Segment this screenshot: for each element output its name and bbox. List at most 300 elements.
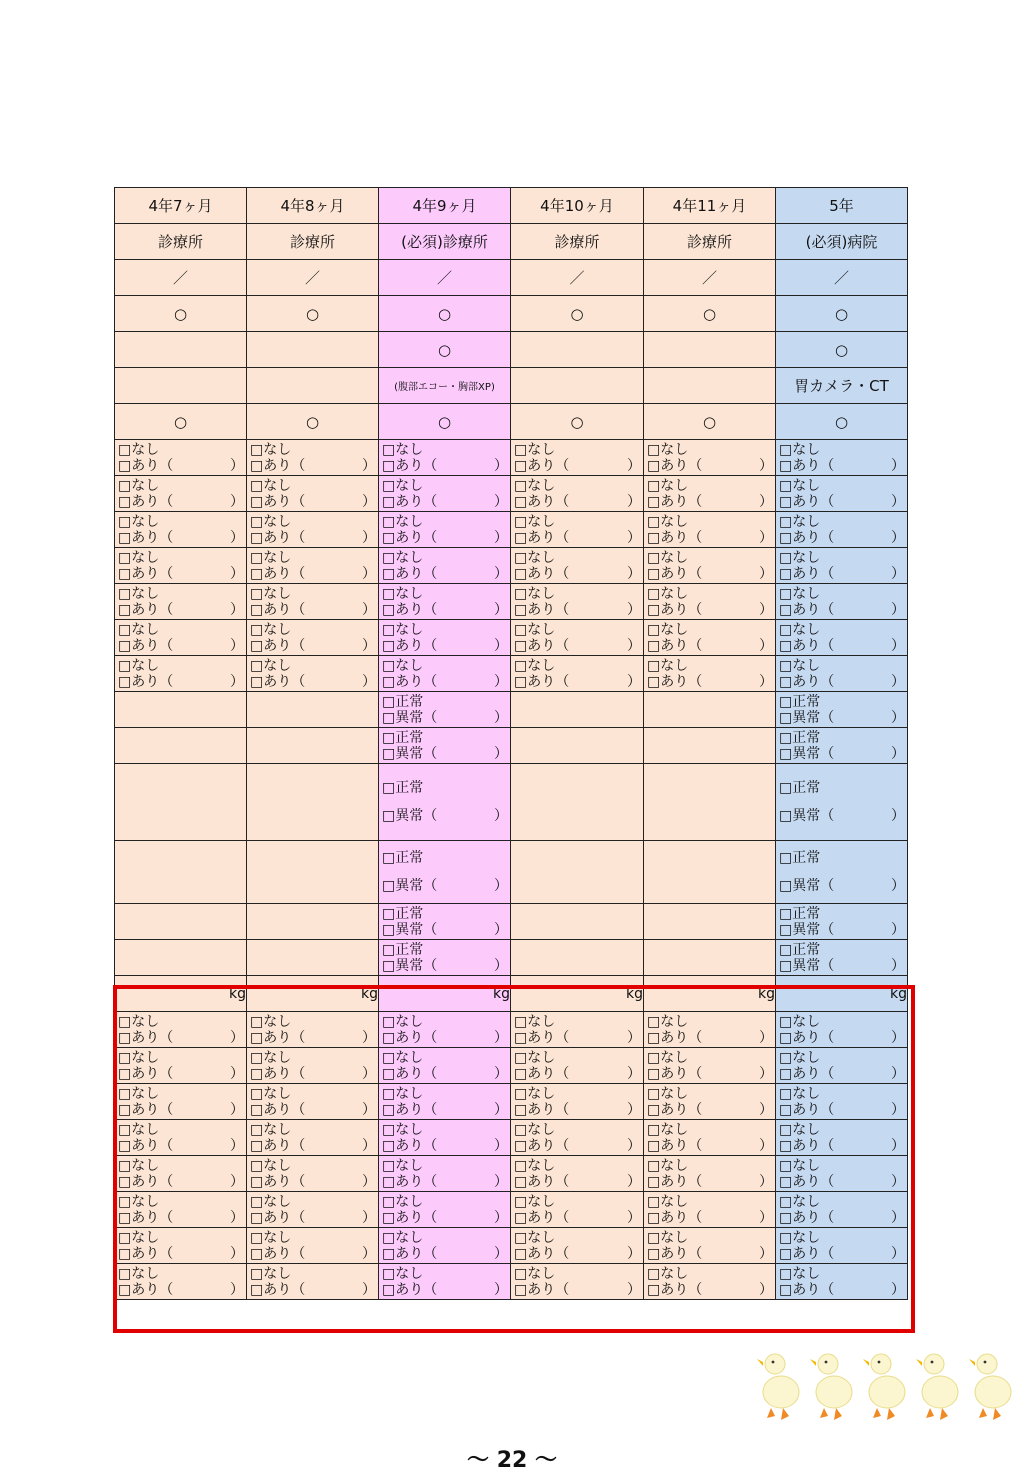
- finding-row-cell: [511, 728, 644, 764]
- checkbox-none[interactable]: [115, 478, 246, 494]
- checkbox-present[interactable]: [511, 674, 643, 690]
- checkbox-label: □正常: [779, 693, 821, 710]
- checkbox-present[interactable]: [511, 530, 643, 546]
- checkbox-normal[interactable]: [776, 942, 907, 958]
- checkbox-none[interactable]: [511, 1230, 643, 1246]
- checkbox-label: □なし: [779, 1013, 821, 1030]
- checkbox-present[interactable]: [776, 1246, 907, 1262]
- checkbox-none[interactable]: [379, 514, 510, 530]
- symptom-row: [115, 584, 908, 620]
- kg-unit: kg: [493, 985, 510, 1002]
- close-paren: ）: [891, 1281, 905, 1298]
- checkbox-normal[interactable]: [379, 942, 510, 958]
- checkbox-present[interactable]: [776, 1282, 907, 1298]
- checkbox-label: □なし: [118, 1049, 160, 1066]
- checkbox-none[interactable]: [644, 1266, 775, 1282]
- close-paren: ）: [891, 1173, 905, 1190]
- checkbox-none[interactable]: [115, 514, 246, 530]
- checkbox-none[interactable]: [644, 1050, 775, 1066]
- checkbox-present[interactable]: [776, 1174, 907, 1190]
- symptom-row-cell: [644, 584, 776, 620]
- checkbox-none[interactable]: [776, 1158, 907, 1174]
- checkbox-none[interactable]: [115, 1086, 246, 1102]
- checkbox-present[interactable]: [379, 638, 510, 654]
- checkbox-abnormal[interactable]: [776, 802, 907, 830]
- checkbox-none[interactable]: [379, 1194, 510, 1210]
- checkbox-none[interactable]: [247, 1266, 378, 1282]
- close-paren: ）: [891, 493, 905, 510]
- checkbox-none[interactable]: [511, 622, 643, 638]
- checkbox-present[interactable]: [247, 530, 378, 546]
- checkbox-none[interactable]: [511, 550, 643, 566]
- checkbox-none[interactable]: [115, 586, 246, 602]
- checkbox-none[interactable]: [776, 1050, 907, 1066]
- checkbox-present[interactable]: [379, 566, 510, 582]
- checkbox-none[interactable]: [247, 514, 378, 530]
- checkbox-present[interactable]: [644, 638, 775, 654]
- checkbox-none[interactable]: [247, 1122, 378, 1138]
- checkbox-label: □あり（: [647, 1137, 703, 1154]
- checkbox-none[interactable]: [115, 1230, 246, 1246]
- cell-text: 診療所: [686, 233, 732, 251]
- checkbox-abnormal[interactable]: [379, 802, 510, 830]
- checkbox-none[interactable]: [379, 658, 510, 674]
- checkbox-present[interactable]: [379, 1246, 510, 1262]
- finding-row-cell: [247, 841, 379, 904]
- checkbox-none[interactable]: [511, 1050, 643, 1066]
- checkbox-none[interactable]: [644, 550, 775, 566]
- checkbox-none[interactable]: [511, 478, 643, 494]
- checkbox-present[interactable]: [247, 1066, 378, 1082]
- checkbox-none[interactable]: [776, 442, 907, 458]
- checkbox-present[interactable]: [511, 1282, 643, 1298]
- checkbox-none[interactable]: [776, 1266, 907, 1282]
- close-paren: ）: [230, 1137, 244, 1154]
- checkbox-none[interactable]: [776, 550, 907, 566]
- checkbox-present[interactable]: [379, 494, 510, 510]
- close-paren: ）: [362, 1137, 376, 1154]
- checkbox-present[interactable]: [511, 458, 643, 474]
- checkbox-none[interactable]: [511, 442, 643, 458]
- checkbox-label: □なし: [514, 1193, 556, 1210]
- checkbox-present[interactable]: [511, 1174, 643, 1190]
- close-paren: ）: [362, 1101, 376, 1118]
- close-paren: ）: [627, 457, 641, 474]
- checkbox-none[interactable]: [776, 586, 907, 602]
- checkbox-none[interactable]: [247, 622, 378, 638]
- checkbox-present[interactable]: [644, 1174, 775, 1190]
- close-paren: ）: [891, 1065, 905, 1082]
- checkbox-abnormal[interactable]: [776, 958, 907, 974]
- checkbox-present[interactable]: [776, 494, 907, 510]
- checkbox-label: □あり（: [118, 457, 174, 474]
- checkbox-label: □なし: [514, 621, 556, 638]
- checkbox-label: □なし: [647, 1013, 689, 1030]
- checkbox-label: □あり（: [250, 457, 306, 474]
- checkbox-none[interactable]: [511, 586, 643, 602]
- cell-text: (必須)診療所: [401, 233, 488, 251]
- checkbox-present[interactable]: [379, 530, 510, 546]
- symptom-row-cell: [644, 656, 776, 692]
- checkbox-present[interactable]: [247, 1210, 378, 1226]
- checkbox-none[interactable]: [511, 1086, 643, 1102]
- checkbox-present[interactable]: [644, 1066, 775, 1082]
- checkbox-none[interactable]: [776, 1014, 907, 1030]
- checkbox-none[interactable]: [776, 1230, 907, 1246]
- checkbox-normal[interactable]: [379, 844, 510, 872]
- close-paren: ）: [230, 565, 244, 582]
- checkbox-abnormal[interactable]: [776, 710, 907, 726]
- checkbox-normal[interactable]: [776, 906, 907, 922]
- checkbox-present[interactable]: [379, 1282, 510, 1298]
- checkbox-abnormal[interactable]: [379, 872, 510, 900]
- checkbox-label: □なし: [118, 1229, 160, 1246]
- checkbox-none[interactable]: [379, 478, 510, 494]
- checkbox-present[interactable]: [115, 458, 246, 474]
- checkbox-none[interactable]: [115, 1050, 246, 1066]
- checkbox-present[interactable]: [379, 1102, 510, 1118]
- checkbox-present[interactable]: [644, 1030, 775, 1046]
- checkbox-present[interactable]: [247, 566, 378, 582]
- close-paren: ）: [230, 1173, 244, 1190]
- followup-symptom-row-cell: [115, 1156, 247, 1192]
- checkbox-label: □なし: [647, 1121, 689, 1138]
- checkbox-normal[interactable]: [379, 906, 510, 922]
- checkbox-normal[interactable]: [379, 694, 510, 710]
- symptom-row-cell: [644, 440, 776, 476]
- followup-symptom-row-cell: [644, 1012, 776, 1048]
- close-paren: ）: [759, 1209, 773, 1226]
- checkbox-present[interactable]: [115, 1102, 246, 1118]
- checkbox-none[interactable]: [247, 586, 378, 602]
- checkbox-present[interactable]: [776, 566, 907, 582]
- checkbox-none[interactable]: [644, 586, 775, 602]
- checkbox-none[interactable]: [776, 622, 907, 638]
- checkbox-present[interactable]: [644, 1246, 775, 1262]
- checkbox-none[interactable]: [247, 658, 378, 674]
- checkbox-none[interactable]: [379, 1230, 510, 1246]
- checkbox-none[interactable]: [379, 550, 510, 566]
- checkbox-present[interactable]: [644, 530, 775, 546]
- checkbox-none[interactable]: [776, 658, 907, 674]
- checkbox-abnormal[interactable]: [776, 746, 907, 762]
- finding-row-cell: [644, 904, 776, 940]
- checkbox-label: □なし: [779, 1157, 821, 1174]
- checkbox-present[interactable]: [115, 674, 246, 690]
- checkbox-present[interactable]: [115, 1282, 246, 1298]
- checkbox-present[interactable]: [247, 638, 378, 654]
- followup-symptom-row-cell: [776, 1192, 908, 1228]
- checkbox-none[interactable]: [115, 442, 246, 458]
- checkbox-present[interactable]: [247, 1246, 378, 1262]
- checkbox-label: □なし: [118, 513, 160, 530]
- checkbox-present[interactable]: [247, 1138, 378, 1154]
- close-paren: ）: [891, 601, 905, 618]
- checkbox-none[interactable]: [247, 1158, 378, 1174]
- cell-text: ／: [833, 269, 849, 287]
- checkbox-label: □なし: [250, 1265, 292, 1282]
- followup-symptom-row-cell: [247, 1264, 379, 1300]
- close-paren: ）: [891, 921, 905, 938]
- followup-symptom-row: [115, 1264, 908, 1300]
- cell-text: ○: [305, 304, 320, 323]
- checkbox-none[interactable]: [115, 622, 246, 638]
- checkbox-none[interactable]: [379, 1014, 510, 1030]
- checkbox-none[interactable]: [644, 1158, 775, 1174]
- checkbox-present[interactable]: [776, 1138, 907, 1154]
- checkbox-present[interactable]: [247, 458, 378, 474]
- checkbox-present[interactable]: [776, 674, 907, 690]
- checkbox-present[interactable]: [776, 1210, 907, 1226]
- checkbox-present[interactable]: [776, 530, 907, 546]
- followup-symptom-row-cell: [115, 1264, 247, 1300]
- checkbox-label: □なし: [250, 549, 292, 566]
- checkbox-present[interactable]: [644, 1210, 775, 1226]
- checkbox-none[interactable]: [644, 1086, 775, 1102]
- checkbox-none[interactable]: [115, 658, 246, 674]
- checkbox-present[interactable]: [511, 1102, 643, 1118]
- checkbox-abnormal[interactable]: [379, 710, 510, 726]
- checkbox-none[interactable]: [644, 1122, 775, 1138]
- checkbox-present[interactable]: [644, 674, 775, 690]
- checkbox-label: □あり（: [250, 493, 306, 510]
- facility-row-cell: [644, 224, 776, 260]
- checkbox-present[interactable]: [379, 1210, 510, 1226]
- checkbox-none[interactable]: [511, 1014, 643, 1030]
- checkbox-none[interactable]: [115, 1194, 246, 1210]
- checkbox-none[interactable]: [776, 514, 907, 530]
- checkbox-normal[interactable]: [776, 694, 907, 710]
- followup-symptom-row-cell: [247, 1156, 379, 1192]
- checkbox-present[interactable]: [379, 1066, 510, 1082]
- checkbox-none[interactable]: [247, 1050, 378, 1066]
- close-paren: ）: [362, 637, 376, 654]
- checkbox-label: □あり（: [647, 1209, 703, 1226]
- checkbox-normal[interactable]: [776, 844, 907, 872]
- symptom-row-cell: [115, 440, 247, 476]
- checkbox-present[interactable]: [776, 1066, 907, 1082]
- date-row-cell: [776, 260, 908, 296]
- checkbox-present[interactable]: [511, 1030, 643, 1046]
- checkbox-present[interactable]: [115, 1174, 246, 1190]
- checkbox-present[interactable]: [115, 530, 246, 546]
- checkbox-present[interactable]: [776, 1102, 907, 1118]
- finding-row-cell: [776, 841, 908, 904]
- checkbox-present[interactable]: [644, 566, 775, 582]
- checkbox-present[interactable]: [115, 1138, 246, 1154]
- checkbox-present[interactable]: [115, 566, 246, 582]
- close-paren: ）: [230, 601, 244, 618]
- checkbox-normal[interactable]: [379, 774, 510, 802]
- checkbox-none[interactable]: [776, 1086, 907, 1102]
- checkbox-none[interactable]: [247, 478, 378, 494]
- close-paren: ）: [627, 1245, 641, 1262]
- checkbox-none[interactable]: [776, 1122, 907, 1138]
- checkbox-present[interactable]: [776, 1030, 907, 1046]
- checkbox-label: □あり（: [250, 529, 306, 546]
- age-header-row-cell: [247, 188, 379, 224]
- checkbox-present[interactable]: [511, 1246, 643, 1262]
- checkbox-none[interactable]: [115, 1122, 246, 1138]
- checkbox-label: □異常（: [779, 921, 835, 938]
- close-paren: ）: [759, 1029, 773, 1046]
- followup-symptom-row: [115, 1192, 908, 1228]
- checkbox-present[interactable]: [776, 638, 907, 654]
- checkbox-none[interactable]: [379, 1266, 510, 1282]
- checkbox-present[interactable]: [511, 1210, 643, 1226]
- checkbox-label: □あり（: [250, 565, 306, 582]
- checkbox-none[interactable]: [511, 1158, 643, 1174]
- checkbox-present[interactable]: [644, 494, 775, 510]
- checkbox-label: □あり（: [779, 1101, 835, 1118]
- checkbox-none[interactable]: [644, 514, 775, 530]
- checkbox-none[interactable]: [511, 514, 643, 530]
- checkbox-present[interactable]: [247, 602, 378, 618]
- checkbox-none[interactable]: [644, 478, 775, 494]
- checkbox-present[interactable]: [115, 638, 246, 654]
- checkbox-present[interactable]: [247, 1174, 378, 1190]
- checkbox-label: □あり（: [779, 601, 835, 618]
- checkbox-present[interactable]: [115, 1030, 246, 1046]
- finding-row-cell: [776, 728, 908, 764]
- checkbox-present[interactable]: [379, 1138, 510, 1154]
- checkbox-none[interactable]: [644, 1194, 775, 1210]
- checkbox-present[interactable]: [379, 674, 510, 690]
- checkbox-present[interactable]: [379, 602, 510, 618]
- checkbox-present[interactable]: [115, 1246, 246, 1262]
- checkbox-label: □あり（: [514, 565, 570, 582]
- checkbox-none[interactable]: [247, 1014, 378, 1030]
- checkbox-none[interactable]: [511, 1122, 643, 1138]
- checkbox-none[interactable]: [115, 1158, 246, 1174]
- checkbox-present[interactable]: [776, 602, 907, 618]
- checkbox-present[interactable]: [247, 494, 378, 510]
- checkbox-none[interactable]: [379, 1158, 510, 1174]
- checkbox-present[interactable]: [511, 494, 643, 510]
- close-paren: ）: [759, 565, 773, 582]
- checkbox-present[interactable]: [644, 458, 775, 474]
- checkbox-present[interactable]: [644, 1282, 775, 1298]
- checkbox-abnormal[interactable]: [379, 958, 510, 974]
- checkbox-label: □なし: [250, 1085, 292, 1102]
- checkbox-label: □なし: [382, 513, 424, 530]
- symptom-row-cell: [776, 548, 908, 584]
- checkbox-none[interactable]: [511, 1194, 643, 1210]
- checkbox-present[interactable]: [115, 494, 246, 510]
- checkbox-present[interactable]: [644, 602, 775, 618]
- checkbox-present[interactable]: [379, 1030, 510, 1046]
- checkbox-label: □正常: [382, 850, 424, 866]
- checkbox-present[interactable]: [247, 1282, 378, 1298]
- checkbox-present[interactable]: [247, 1030, 378, 1046]
- checkbox-label: □あり（: [250, 1173, 306, 1190]
- symptom-row-cell: [115, 548, 247, 584]
- checkbox-label: □なし: [118, 441, 160, 458]
- checkbox-none[interactable]: [776, 1194, 907, 1210]
- checkbox-label: □あり（: [779, 1209, 835, 1226]
- checkbox-normal[interactable]: [776, 774, 907, 802]
- checkbox-none[interactable]: [379, 442, 510, 458]
- checkbox-abnormal[interactable]: [776, 922, 907, 938]
- checkbox-none[interactable]: [247, 1194, 378, 1210]
- checkbox-none[interactable]: [776, 478, 907, 494]
- checkbox-none[interactable]: [379, 1122, 510, 1138]
- facility-row-cell: [379, 224, 511, 260]
- checkbox-normal[interactable]: [776, 730, 907, 746]
- close-paren: ）: [362, 457, 376, 474]
- date-row-cell: [644, 260, 776, 296]
- checkbox-none[interactable]: [379, 586, 510, 602]
- checkbox-none[interactable]: [511, 1266, 643, 1282]
- checkbox-present[interactable]: [511, 1066, 643, 1082]
- checkbox-present[interactable]: [511, 602, 643, 618]
- checkbox-present[interactable]: [511, 638, 643, 654]
- checkbox-none[interactable]: [115, 1014, 246, 1030]
- checkbox-label: □正常: [779, 905, 821, 922]
- checkbox-abnormal[interactable]: [379, 746, 510, 762]
- checkbox-abnormal[interactable]: [379, 922, 510, 938]
- checkbox-none[interactable]: [379, 622, 510, 638]
- checkbox-none[interactable]: [644, 1230, 775, 1246]
- checkbox-present[interactable]: [115, 1210, 246, 1226]
- checkbox-none[interactable]: [644, 658, 775, 674]
- checkbox-none[interactable]: [247, 442, 378, 458]
- checkbox-present[interactable]: [379, 1174, 510, 1190]
- checkbox-none[interactable]: [247, 1086, 378, 1102]
- checkbox-present[interactable]: [644, 1102, 775, 1118]
- checkbox-none[interactable]: [379, 1050, 510, 1066]
- finding-row-cell: [379, 728, 511, 764]
- checkbox-label: □なし: [779, 513, 821, 530]
- checkbox-label: □あり（: [647, 1065, 703, 1082]
- cell-text: 4年11ヶ月: [672, 197, 747, 215]
- checkbox-label: □あり（: [118, 1101, 174, 1118]
- checkbox-present[interactable]: [776, 458, 907, 474]
- checkbox-present[interactable]: [115, 1066, 246, 1082]
- followup-symptom-row-cell: [247, 1084, 379, 1120]
- close-paren: ）: [494, 1281, 508, 1298]
- checkbox-present[interactable]: [115, 602, 246, 618]
- checkbox-present[interactable]: [511, 566, 643, 582]
- checkbox-present[interactable]: [247, 1102, 378, 1118]
- checkbox-label: □あり（: [647, 637, 703, 654]
- exam-row-cell: [247, 332, 379, 368]
- age-header-row-cell: [115, 188, 247, 224]
- checkbox-none[interactable]: [115, 1266, 246, 1282]
- checkbox-none[interactable]: [644, 622, 775, 638]
- date-row-cell: [379, 260, 511, 296]
- checkbox-present[interactable]: [511, 1138, 643, 1154]
- checkbox-none[interactable]: [247, 1230, 378, 1246]
- checkbox-normal[interactable]: [379, 730, 510, 746]
- checkbox-none[interactable]: [115, 550, 246, 566]
- checkbox-none[interactable]: [644, 442, 775, 458]
- checkbox-label: □あり（: [118, 637, 174, 654]
- close-paren: ）: [494, 673, 508, 690]
- checkbox-label: □あり（: [382, 457, 438, 474]
- checkbox-none[interactable]: [511, 658, 643, 674]
- close-paren: ）: [494, 1029, 508, 1046]
- checkbox-none[interactable]: [644, 1014, 775, 1030]
- checkbox-present[interactable]: [247, 674, 378, 690]
- checkbox-label: □あり（: [514, 673, 570, 690]
- checkbox-abnormal[interactable]: [776, 872, 907, 900]
- close-paren: ）: [759, 1245, 773, 1262]
- checkbox-none[interactable]: [379, 1086, 510, 1102]
- checkbox-none[interactable]: [247, 550, 378, 566]
- checkbox-present[interactable]: [379, 458, 510, 474]
- checkbox-present[interactable]: [644, 1138, 775, 1154]
